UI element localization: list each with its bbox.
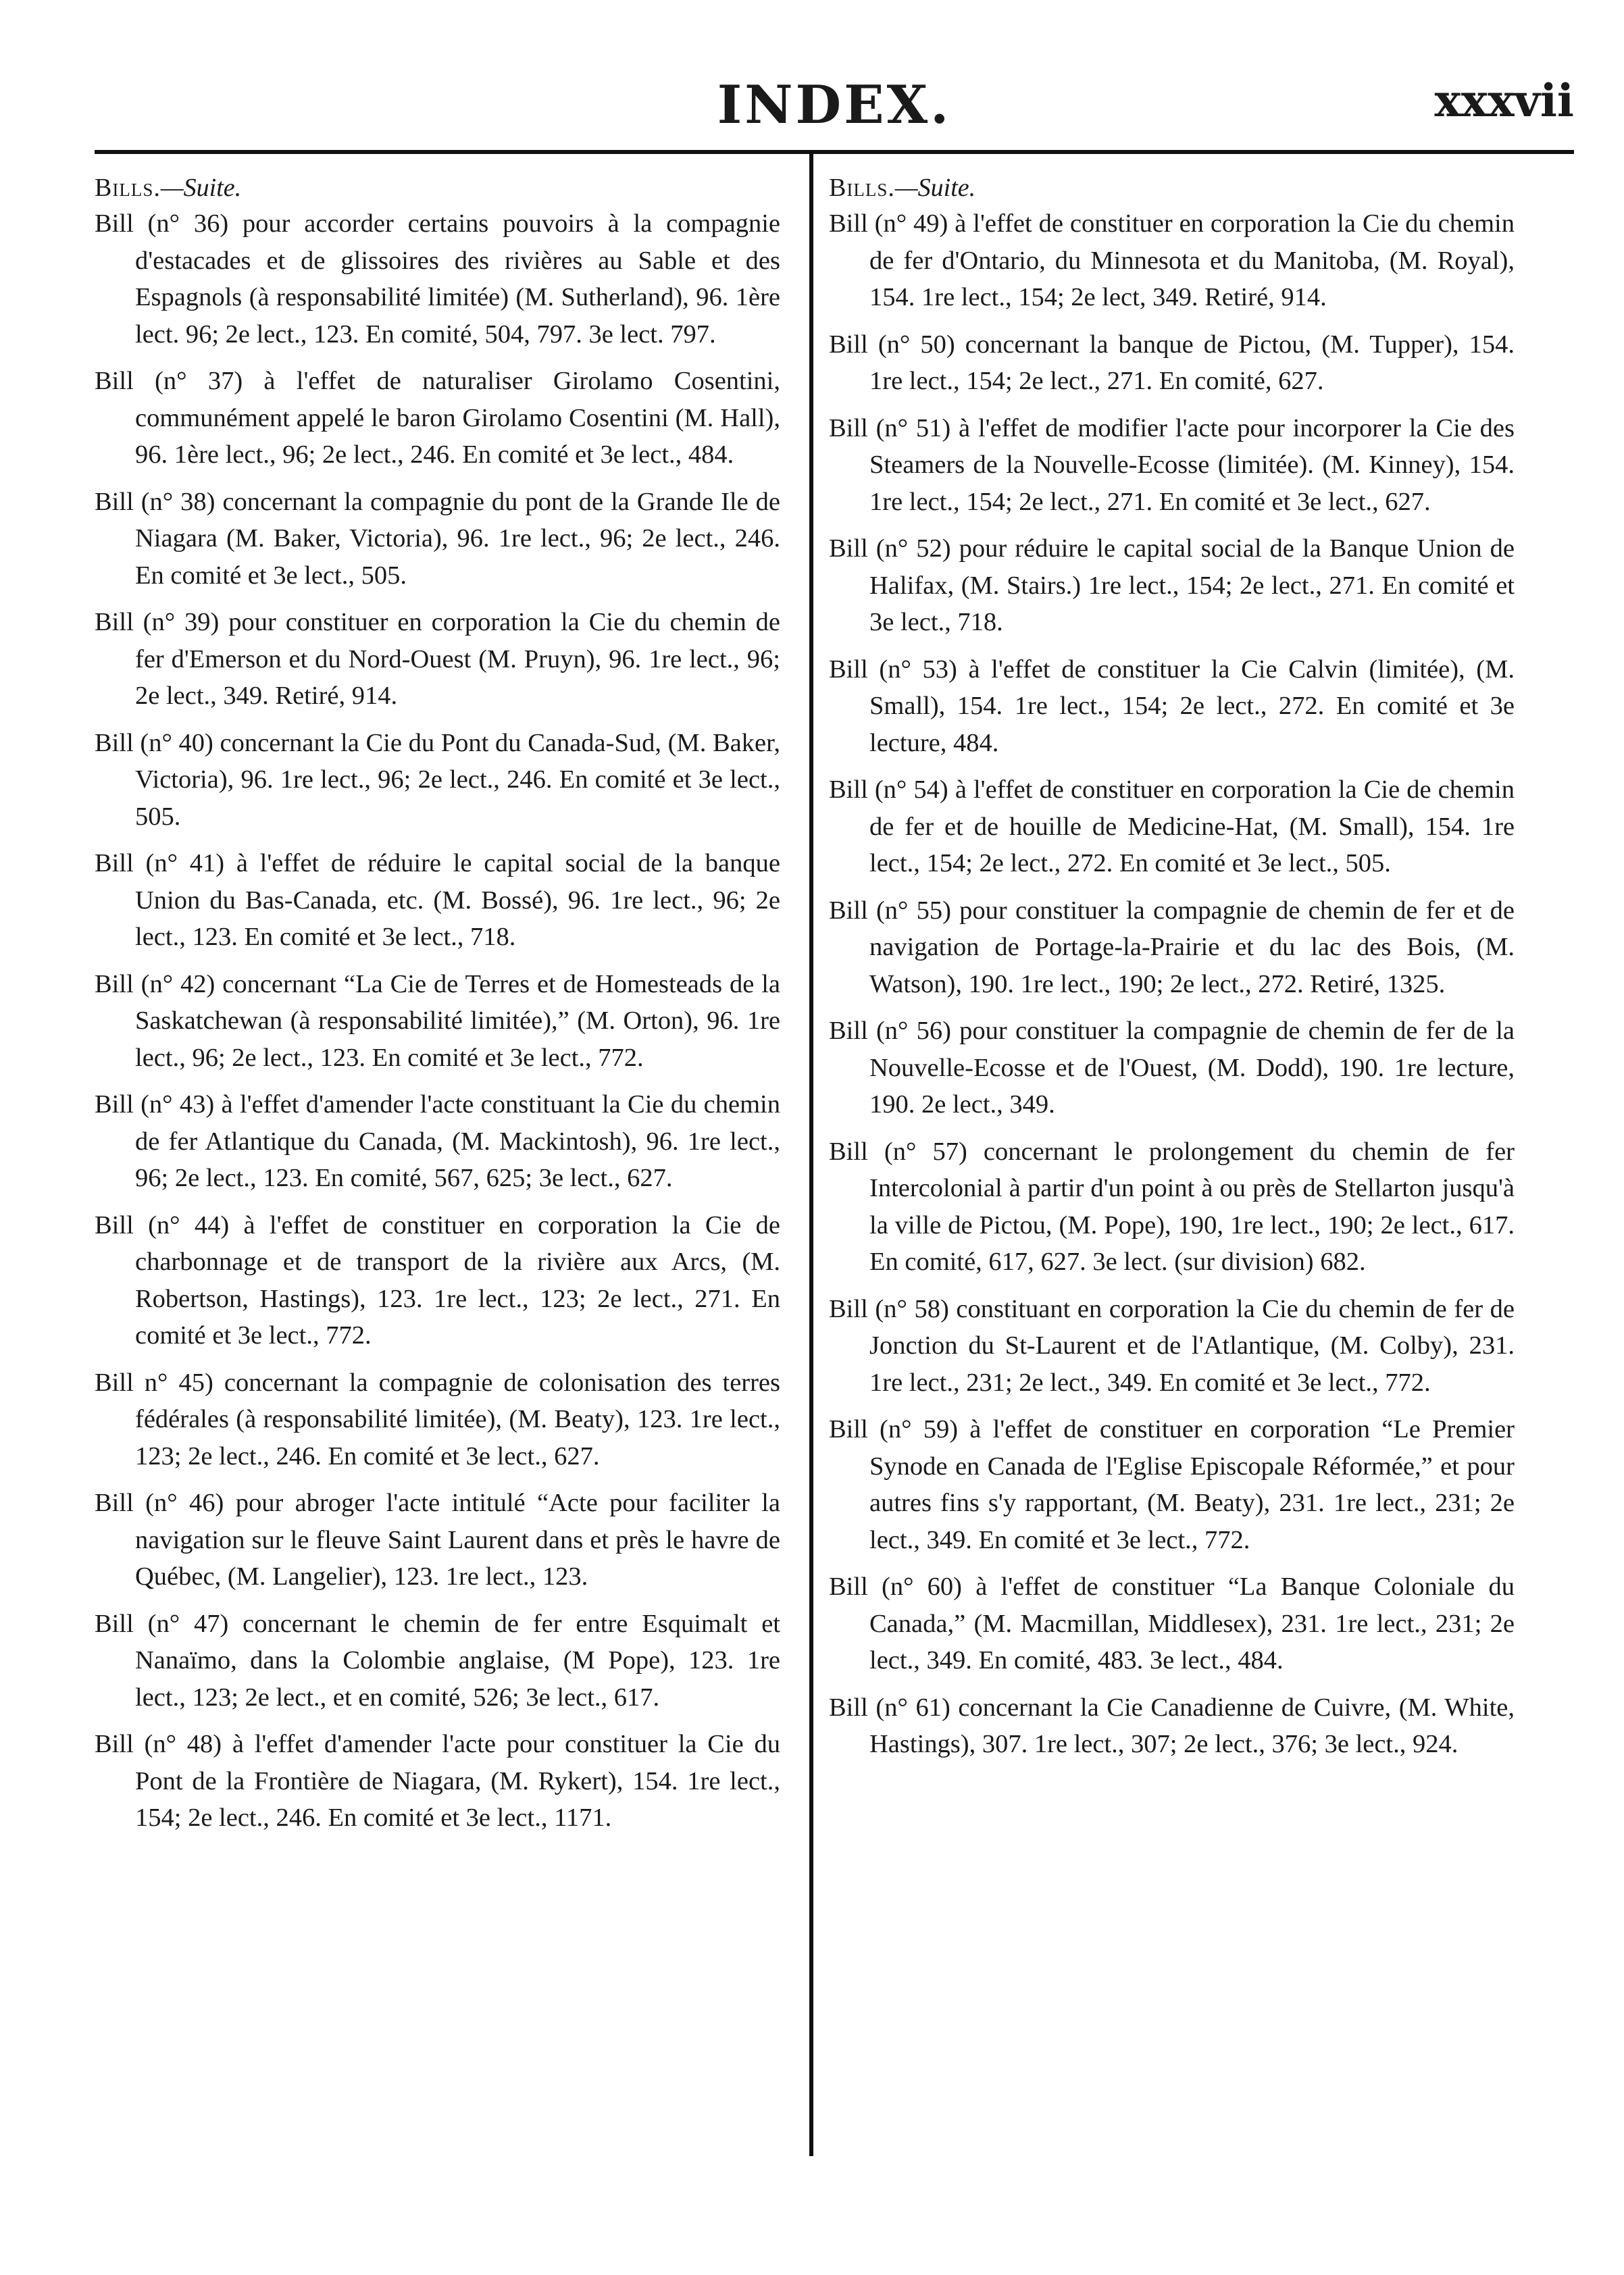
column-divider <box>809 150 813 2156</box>
index-entry: Bill (n° 61) concernant la Cie Canadienne de Cuivre, (M. White, Hastings), 307. 1re lect., 307; 2e lect., 376; 3e lect., 924. <box>829 1693 1515 1758</box>
right-column <box>829 173 1515 1773</box>
section-suffix: —Suite. <box>160 174 242 202</box>
index-entry: Bill (n° 52) pour réduire le capital social de la Banque Union de Halifax, (M. Stairs.) 1re lect., 154; 2e lect., 271. En comité et 3e lect., 718. <box>829 534 1515 636</box>
index-entry: Bill (n° 36) pour accorder certains pouvoirs à la compagnie d'estacades et de glissoires des rivières au Sable et des Espagnols (à responsabilité limitée) (M. Sutherland), 96. 1ère lect. 96; 2e lect., 123. En comité, 504, 797. 3e lect. 797. <box>95 209 780 349</box>
page-number: xxxvii <box>1434 74 1574 127</box>
index-entry: Bill (n° 41) à l'effet de réduire le capital social de la banque Union du Bas-Canada, etc. (M. Bossé), 96. 1re lect., 96; 2e lect., 123. En comité et 3e lect., 718. <box>95 849 780 951</box>
index-entry: Bill (n° 58) constituant en corporation la Cie du chemin de fer de Jonction du St-Laurent et de l'Atlantique, (M. Colby), 231. 1re lect., 231; 2e lect., 349. En comité et 3e lect., 772. <box>829 1294 1515 1397</box>
index-entry: Bill (n° 40) concernant la Cie du Pont du Canada-Sud, (M. Baker, Victoria), 96. 1re lect., 96; 2e lect., 246. En comité et 3e lect., 505. <box>95 728 780 831</box>
header-rule <box>95 150 1574 154</box>
index-entry: Bill (n° 54) à l'effet de constituer en corporation la Cie de chemin de fer et de houille de Medicine-Hat, (M. Small), 154. 1re lect., 154; 2e lect., 272. En comité et 3e lect., 505. <box>829 775 1515 877</box>
section-heading <box>829 173 1515 203</box>
left-column <box>95 173 780 1847</box>
index-entry: Bill (n° 46) pour abroger l'acte intitulé “Acte pour faciliter la navigation sur le fleuve Saint Laurent dans et près le havre de Québec, (M. Langelier), 123. 1re lect., 123. <box>95 1489 780 1591</box>
section-heading <box>95 173 780 203</box>
index-entry: Bill (n° 51) à l'effet de modifier l'acte pour incorporer la Cie des Steamers de la Nouvelle-Ecosse (limitée). (M. Kinney), 154. 1re lect., 154; 2e lect., 271. En comité et 3e lect., 627. <box>829 413 1515 516</box>
index-entry: Bill (n° 59) à l'effet de constituer en corporation “Le Premier Synode en Canada de l'Eglise Episcopale Réformée,” et pour autres fins s'y rapportant, (M. Beaty), 231. 1re lect., 231; 2e lect., 349. En comité et 3e lect., 772. <box>829 1415 1515 1554</box>
index-entry: Bill (n° 60) à l'effet de constituer “La Banque Coloniale du Canada,” (M. Macmillan, Middlesex), 231. 1re lect., 231; 2e lect., 349. En comité, 483. 3e lect., 484. <box>829 1573 1515 1675</box>
index-entry: Bill (n° 44) à l'effet de constituer en corporation la Cie de charbonnage et de transport de la rivière aux Arcs, (M. Robertson, Hastings), 123. 1re lect., 123; 2e lect., 271. En comité et 3e lect., 772. <box>95 1210 780 1350</box>
index-entry: Bill (n° 56) pour constituer la compagnie de chemin de fer de la Nouvelle-Ecosse et de l'Ouest, (M. Dodd), 190. 1re lecture, 190. 2e lect., 349. <box>829 1017 1515 1119</box>
index-entry: Bill (n° 55) pour constituer la compagnie de chemin de fer et de navigation de Portage-la-Prairie et du lac des Bois, (M. Watson), 190. 1re lect., 190; 2e lect., 272. Retiré, 1325. <box>829 896 1515 998</box>
section-label: Bills. <box>829 174 895 202</box>
page-title: INDEX. <box>717 74 952 136</box>
index-entry: Bill (n° 37) à l'effet de naturaliser Girolamo Cosentini, communément appelé le baron Girolamo Cosentini (M. Hall), 96. 1ère lect., 96; 2e lect., 246. En comité et 3e lect., 484. <box>95 367 780 469</box>
section-label: Bills. <box>95 174 161 202</box>
index-entry: Bill (n° 38) concernant la compagnie du pont de la Grande Ile de Niagara (M. Baker, Victoria), 96. 1re lect., 96; 2e lect., 246. En comité et 3e lect., 505. <box>95 487 780 590</box>
index-entry: Bill (n° 50) concernant la banque de Pictou, (M. Tupper), 154. 1re lect., 154; 2e lect., 271. En comité, 627. <box>829 330 1515 395</box>
index-entry: Bill (n° 39) pour constituer en corporation la Cie du chemin de fer d'Emerson et du Nord-Ouest (M. Pruyn), 96. 1re lect., 96; 2e lect., 349. Retiré, 914. <box>95 608 780 710</box>
index-entry: Bill (n° 53) à l'effet de constituer la Cie Calvin (limitée), (M. Small), 154. 1re lect., 154; 2e lect., 272. En comité et 3e lecture, 484. <box>829 655 1515 757</box>
index-entry: Bill (n° 43) à l'effet d'amender l'acte constituant la Cie du chemin de fer Atlantique du Canada, (M. Mackintosh), 96. 1re lect., 96; 2e lect., 123. En comité, 567, 625; 3e lect., 627. <box>95 1090 780 1192</box>
index-entry: Bill (n° 48) à l'effet d'amender l'acte pour constituer la Cie du Pont de la Frontière de Niagara, (M. Rykert), 154. 1re lect., 154; 2e lect., 246. En comité et 3e lect., 1171. <box>95 1730 780 1832</box>
index-entry: Bill n° 45) concernant la compagnie de colonisation des terres fédérales (à responsabilité limitée), (M. Beaty), 123. 1re lect., 123; 2e lect., 246. En comité et 3e lect., 627. <box>95 1368 780 1471</box>
index-entry: Bill (n° 57) concernant le prolongement du chemin de fer Intercolonial à partir d'un point à ou près de Stellarton jusqu'à la ville de Pictou, (M. Pope), 190, 1re lect., 190; 2e lect., 617. En comité, 617, 627. 3e lect. (sur division) 682. <box>829 1137 1515 1276</box>
index-entry: Bill (n° 47) concernant le chemin de fer entre Esquimalt et Nanaïmo, dans la Colombie anglaise, (M Pope), 123. 1re lect., 123; 2e lect., et en comité, 526; 3e lect., 617. <box>95 1609 780 1712</box>
page-header <box>95 74 1574 149</box>
section-suffix: —Suite. <box>894 174 976 202</box>
index-entry: Bill (n° 49) à l'effet de constituer en corporation la Cie du chemin de fer d'Ontario, du Minnesota et du Manitoba, (M. Royal), 154. 1re lect., 154; 2e lect, 349. Retiré, 914. <box>829 209 1515 311</box>
index-entry: Bill (n° 42) concernant “La Cie de Terres et de Homesteads de la Saskatchewan (à responsabilité limitée),” (M. Orton), 96. 1re lect., 96; 2e lect., 123. En comité et 3e lect., 772. <box>95 969 780 1072</box>
